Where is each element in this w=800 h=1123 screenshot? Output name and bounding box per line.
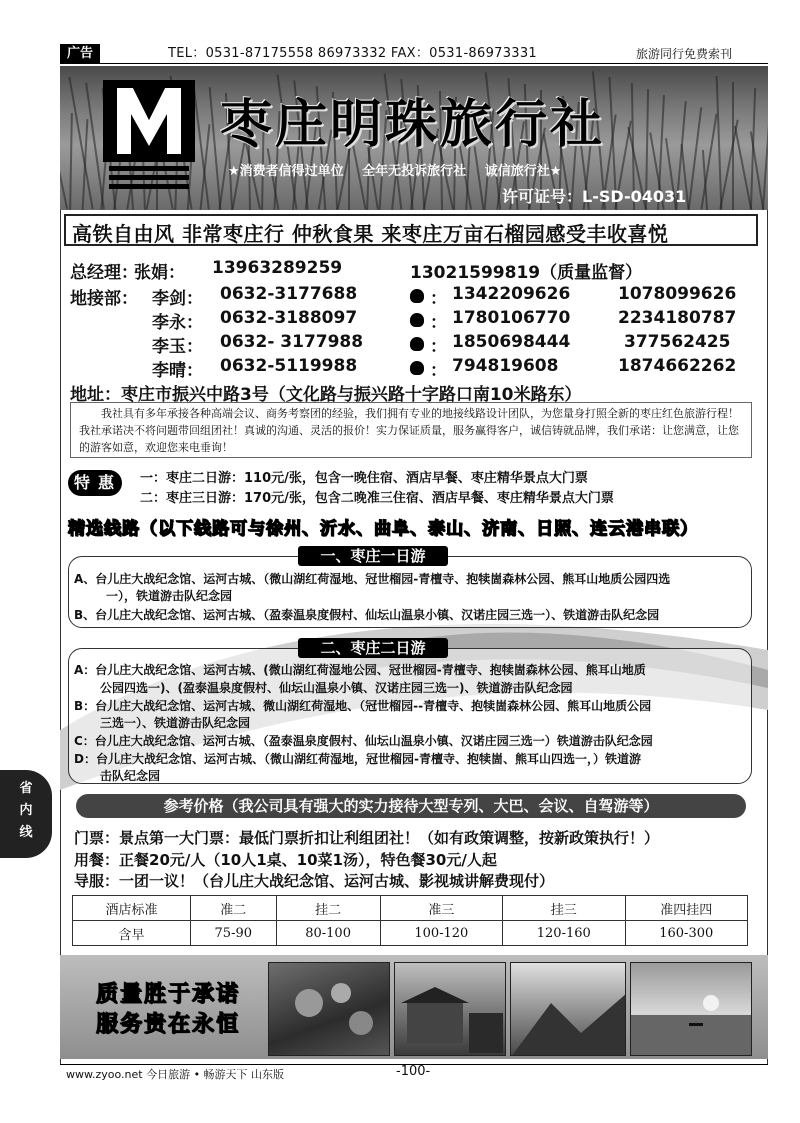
photo-lake (630, 962, 752, 1056)
address: 地址：枣庄市振兴中路3号（文化路与振兴路十字路口南10米路东） (70, 385, 582, 405)
price-heading: 参考价格（我公司具有强大的实力接待大型专列、大巴、会议、自驾游等） (76, 794, 746, 818)
contact-line: TEL：0531-87175558 86973332 FAX：0531-86973331 (168, 46, 537, 61)
grass-stroke (688, 107, 703, 209)
route-item: 公园四选一)、(盈泰温泉度假村、仙坛山温泉小镇、汉诺庄园三选一)、铁道游击队纪念园 (100, 681, 573, 695)
qq-penguin-icon (410, 337, 424, 351)
qq-separator: ： (430, 337, 447, 357)
ground-dept-label: 地接部： (70, 289, 138, 309)
table-cell: 含早 (73, 921, 191, 946)
qq-separator: ： (430, 313, 447, 333)
gm-phone: 13963289259 (212, 258, 343, 278)
banner-slogans: ★消费者信得过单位 全年无投诉旅行社 诚信旅行社★ (228, 164, 562, 179)
gm-label: 总经理： (70, 263, 138, 283)
slogan-line: 质量胜于承诺 (96, 982, 241, 1007)
route-item: B：台儿庄大战纪念馆、运河古城、微山湖红荷湿地、（冠世榴园--青檀寺、抱犊崮森林公园、熊耳山地质公园 (74, 699, 652, 713)
province-routes-tab (0, 770, 52, 858)
photo-mountain (510, 962, 626, 1056)
staff-mobile: 1850698444 (452, 332, 571, 352)
table-cell: 准三 (380, 896, 502, 921)
grass-stroke (762, 94, 768, 210)
two-day-title: 二、枣庄二日游 (298, 638, 448, 658)
qq-penguin-icon (410, 289, 424, 303)
mountain-image (511, 963, 626, 1056)
grass-stroke (716, 76, 723, 210)
qq-separator: ： (430, 361, 447, 381)
grass-stroke (82, 119, 89, 210)
license-number: 许可证号：L-SD-04031 (502, 187, 687, 206)
route-item: D：台儿庄大战纪念馆、运河古城、（微山湖红荷湿地，冠世榴园-青檀寺、抱犊崮、熊耳山四选一，）铁道游 (74, 752, 641, 766)
company-name: 枣庄明珠旅行社 (220, 95, 606, 155)
lake-image (631, 963, 752, 1056)
tab-char: 内 (19, 803, 33, 818)
special-offer-badge: 特惠 (68, 470, 122, 496)
grass-stroke (69, 113, 73, 210)
qq-penguin-icon (410, 313, 424, 327)
staff-qq: 1874662262 (618, 356, 737, 376)
table-cell: 120-160 (503, 921, 625, 946)
route-item: A、台儿庄大战纪念馆、运河古城、（微山湖红荷湿地、冠世榴园-青檀寺、抱犊崮森林公园、熊耳山地质公园四选 (74, 572, 671, 586)
deal-item: 一：枣庄二日游：110元/张，包含一晚住宿、酒店早餐、枣庄精华景点大门票 (140, 471, 588, 486)
route-item: C：台儿庄大战纪念馆、运河古城、（盈泰温泉度假村、仙坛山温泉小镇、汉诺庄园三选一）铁道游击队纪念园 (74, 734, 653, 748)
table-cell: 100-120 (380, 921, 502, 946)
table-cell: 75-90 (190, 921, 276, 946)
grass-stroke (60, 150, 68, 209)
hotel-price-table (72, 895, 748, 946)
qq-penguin-icon (410, 361, 424, 375)
staff-mobile: 794819608 (452, 356, 559, 376)
staff-phone: 0632-3188097 (220, 308, 358, 328)
route-item: A：台儿庄大战纪念馆、运河古城、(微山湖红荷湿地公园、冠世榴园-青檀寺、抱犊崮森林公园、熊耳山地质 (74, 663, 646, 677)
company-logo (103, 80, 195, 192)
footer-site: www.zyoo.net 今日旅游 • 畅游天下 山东版 (66, 1068, 285, 1081)
table-cell: 酒店标准 (73, 896, 191, 921)
route-item: B、台儿庄大战纪念馆、运河古城、（盈泰温泉度假村、仙坛山温泉小镇、汉诺庄园三选一）、铁道游击队纪念园 (74, 608, 660, 622)
staff-phone: 0632- 3177988 (220, 332, 364, 352)
routes-title: 精选线路（以下线路可与徐州、沂水、曲阜、泰山、济南、日照、连云港串联） (68, 519, 698, 539)
staff-name: 李晴： (152, 361, 203, 381)
staff-mobile: 1342209626 (452, 284, 571, 304)
headline: 高铁自由风 非常枣庄行 仲秋食果 来枣庄万亩石榴园感受丰收喜悦 (72, 222, 669, 246)
deal-item: 二：枣庄三日游：170元/张，包含二晚准三住宿、酒店早餐、枣庄精华景点大门票 (140, 491, 614, 506)
intro-paragraph: 我社具有多年承接各种高端会议、商务考察团的经验，我们拥有专业的地接线路设计团队，为您量身打照全新的枣庄红色旅游行程！我社承诺决不将问题带回组团社！真诚的沟通、灵活的报价！实力保证质量，服务赢得客户，诚信铸就品牌，我们承诺：让您满意，让您的游客如意，欢迎您来电垂询！ (70, 402, 752, 458)
tab-char: 省 (19, 781, 33, 796)
photo-ancient-town (394, 962, 506, 1056)
staff-phone: 0632-5119988 (220, 356, 358, 376)
table-cell: 准四挂四 (625, 896, 747, 921)
table-cell: 挂二 (276, 896, 380, 921)
route-item: 击队纪念园 (100, 769, 161, 783)
one-day-title: 一、枣庄一日游 (298, 546, 448, 566)
route-item: 一），铁道游击队纪念园 (106, 589, 233, 603)
guide-info: 导服：一团一议！（台儿庄大战纪念馆、运河古城、影视城讲解费现付） (74, 872, 555, 890)
page-number: -100- (396, 1064, 431, 1079)
table-row (73, 921, 748, 946)
grass-stroke (732, 82, 734, 210)
staff-name: 李玉： (152, 337, 203, 357)
quality-slogan (96, 980, 240, 1040)
table-cell: 挂三 (503, 896, 625, 921)
ancient-town-image (395, 963, 506, 1056)
free-copy-note: 旅游同行免费索刊 (636, 47, 733, 61)
staff-name: 李剑： (152, 289, 203, 309)
gm-name: 张娟： (134, 263, 185, 283)
qq-separator: ： (430, 289, 447, 309)
staff-qq: 1078099626 (618, 284, 737, 304)
table-cell: 准二 (190, 896, 276, 921)
staff-name: 李永： (152, 313, 203, 333)
staff-phone: 0632-3177688 (220, 284, 358, 304)
meal-info: 用餐：正餐20元/人（10人1桌、10菜1汤），特色餐30元/人起 (74, 851, 497, 869)
staff-qq: 2234180787 (618, 308, 737, 328)
staff-mobile: 1780106770 (452, 308, 571, 328)
tab-char: 线 (19, 825, 33, 840)
table-cell: 160-300 (625, 921, 747, 946)
photo-pomegranate (268, 962, 390, 1056)
gm-phone-quality: 13021599819（质量监督） (410, 263, 643, 283)
ad-label: 广告 (60, 44, 100, 64)
grass-stroke (200, 124, 211, 210)
ticket-info: 门票：景点第一大门票：最低门票折扣让利组团社！（如有政策调整，按新政策执行！） (74, 829, 660, 847)
slogan-line: 服务贵在永恒 (96, 1012, 241, 1037)
table-header-row (73, 896, 748, 921)
pomegranate-image (269, 963, 390, 1056)
table-cell: 80-100 (276, 921, 380, 946)
route-item: 三选一）、铁道游击队纪念园 (100, 716, 251, 730)
staff-qq: 377562425 (624, 332, 731, 352)
